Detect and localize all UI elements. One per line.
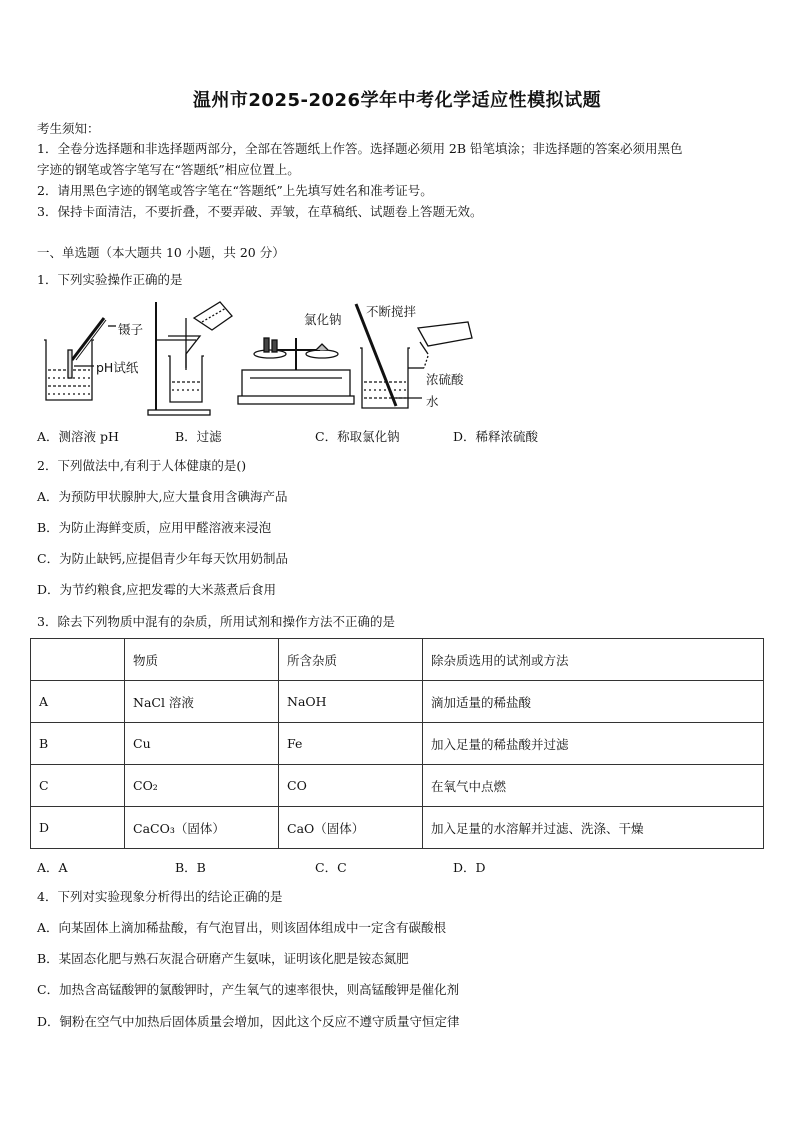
question-3-stem: 3．除去下列物质中混有的杂质，所用试剂和操作方法不正确的是 (37, 614, 395, 629)
table-cell: B (31, 723, 125, 765)
figure-label-water: 水 (426, 394, 439, 409)
notice-item-2: 2．请用黑色字迹的钢笔或答字笔在“答题纸”上先填写姓名和准考证号。 (37, 183, 433, 198)
table-cell: Cu (125, 723, 279, 765)
figure-label-nacl: 氯化钠 (304, 312, 342, 327)
table-header-row (31, 639, 764, 681)
question-2-option-b[interactable]: B．为防止海鲜变质，应用甲醛溶液来浸泡 (37, 520, 272, 535)
option-d[interactable]: D．稀释浓硫酸 (453, 429, 539, 444)
table-cell: Fe (279, 723, 423, 765)
section-heading: 一、单选题（本大题共 10 小题，共 20 分） (37, 245, 285, 260)
question-2-option-c[interactable]: C．为防止缺钙,应提倡青少年每天饮用奶制品 (37, 551, 289, 566)
table-row (31, 765, 764, 807)
option-c[interactable]: C．C (315, 860, 347, 875)
table-cell: CaCO₃（固体） (125, 807, 279, 849)
option-a[interactable]: A．A (37, 860, 68, 875)
notice-item-1: 1．全卷分选择题和非选择题两部分，全部在答题纸上作答。选择题必须用 2B 铅笔填涂；非选择题的答案必须用黑色 (37, 141, 683, 156)
notice-label: 考生须知： (37, 121, 100, 136)
table-cell: CaO（固体） (279, 807, 423, 849)
table-row (31, 807, 764, 849)
figure-label-stir: 不断搅拌 (366, 304, 417, 319)
question-2-stem: 2．下列做法中,有利于人体健康的是() (37, 458, 247, 473)
table-cell: 加入足量的稀盐酸并过滤 (423, 723, 764, 765)
page-title: 温州市2025-2026学年中考化学适应性模拟试题 (192, 90, 602, 111)
question-4-stem: 4．下列对实验现象分析得出的结论正确的是 (37, 889, 283, 904)
option-d[interactable]: D．D (453, 860, 486, 875)
table-cell: CO₂ (125, 765, 279, 807)
table-cell: CO (279, 765, 423, 807)
table-header-cell: 所含杂质 (279, 639, 423, 681)
question-2-option-a[interactable]: A．为预防甲状腺肿大,应大量食用含碘海产品 (37, 489, 288, 504)
question-1-stem: 1．下列实验操作正确的是 (37, 272, 183, 287)
question-4-option-b[interactable]: B．某固态化肥与熟石灰混合研磨产生氨味，证明该化肥是铵态氮肥 (37, 951, 409, 966)
question-1-figure (36, 298, 476, 418)
table-cell: NaCl 溶液 (125, 681, 279, 723)
question-3-options (37, 858, 597, 876)
table-cell: C (31, 765, 125, 807)
balance-icon (242, 370, 350, 398)
table-header-cell: 除杂质选用的试剂或方法 (423, 639, 764, 681)
question-2-option-d[interactable]: D．为节约粮食,应把发霉的大米蒸煮后食用 (37, 582, 276, 597)
table-row (31, 681, 764, 723)
option-b[interactable]: B．B (175, 860, 206, 875)
option-c[interactable]: C．称取氯化钠 (315, 429, 400, 444)
notice-item-1-cont: 字迹的钢笔或答字笔写在“答题纸”相应位置上。 (37, 162, 300, 177)
question-4-option-c[interactable]: C．加热含高锰酸钾的氯酸钾时，产生氧气的速率很快，则高锰酸钾是催化剂 (37, 982, 460, 997)
table-cell: NaOH (279, 681, 423, 723)
question-1-options (37, 427, 597, 445)
table-cell: D (31, 807, 125, 849)
notice-item-3: 3．保持卡面清洁，不要折叠，不要弄破、弄皱，在草稿纸、试题卷上答题无效。 (37, 204, 483, 219)
option-b[interactable]: B．过滤 (175, 429, 222, 444)
tweezers-icon (72, 318, 104, 360)
figure-label-acid: 浓硫酸 (426, 372, 464, 387)
option-a[interactable]: A．测溶液 pH (37, 429, 119, 444)
table-header-cell: 物质 (125, 639, 279, 681)
figure-label-ph-paper: pH试纸 (96, 360, 139, 375)
ph-paper-icon (68, 350, 72, 378)
question-4-option-a[interactable]: A．向某固体上滴加稀盐酸，有气泡冒出，则该固体组成中一定含有碳酸根 (37, 920, 447, 935)
figure-label-tweezers: 镊子 (118, 322, 144, 337)
table-cell: A (31, 681, 125, 723)
table-cell: 加入足量的水溶解并过滤、洗涤、干燥 (423, 807, 764, 849)
acid-bottle-icon (418, 322, 472, 346)
table-header-cell (31, 639, 125, 681)
question-4-option-d[interactable]: D．铜粉在空气中加热后固体质量会增加，因此这个反应不遵守质量守恒定律 (37, 1014, 460, 1029)
table-cell: 在氧气中点燃 (423, 765, 764, 807)
impurity-table (30, 638, 764, 849)
funnel-icon (168, 336, 200, 370)
table-cell: 滴加适量的稀盐酸 (423, 681, 764, 723)
table-row (31, 723, 764, 765)
